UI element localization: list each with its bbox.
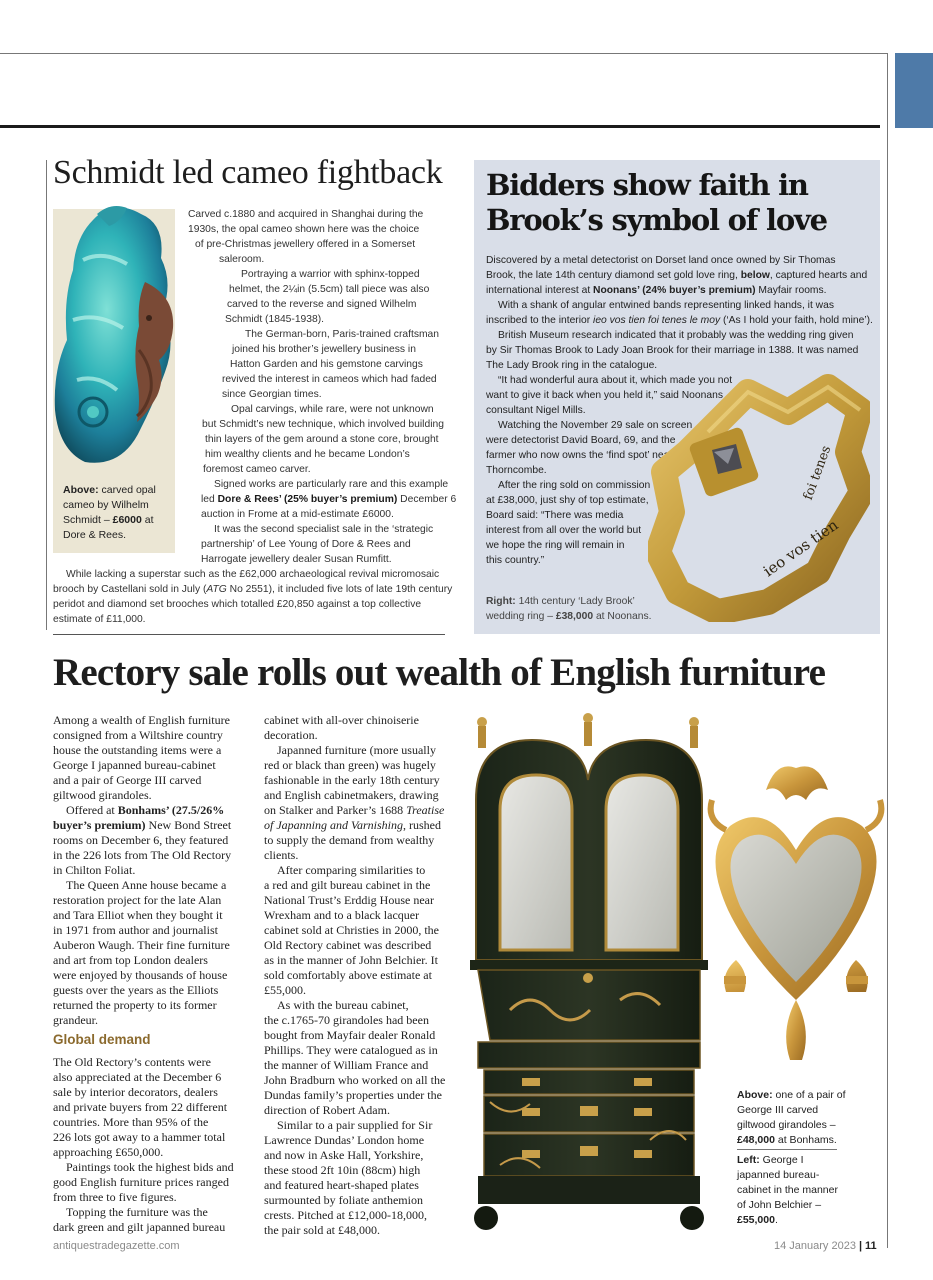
ring-caption-line: wedding ring – £38,000 at Noonans. (486, 611, 652, 622)
brook-text-line: After the ring sold on commission (498, 480, 651, 491)
cameo-text-line: Opal carvings, while rare, were not unknown (231, 404, 434, 415)
rectory-text-line: fashionable in the early 18th century (264, 773, 440, 787)
rectory-text-line: cabinet sold at Christies in 2000, the (264, 923, 439, 937)
brook-text-line: interest from all over the world but (486, 525, 642, 536)
rectory-headline: Rectory sale rolls out wealth of English furniture (53, 651, 826, 694)
gold-ring-image (648, 372, 870, 622)
rectory-text-line: as in the manner of John Belchier. It (264, 953, 438, 967)
bureau-cabinet-image (470, 710, 715, 1235)
rectory-text-line: George I japanned bureau-cabinet (53, 758, 216, 772)
cameo-text-line: While lacking a superstar such as the £62,000 archaeological revival micromosaic (66, 569, 440, 580)
rectory-text-line: The Old Rectory’s contents were (53, 1055, 211, 1069)
brook-text-line: inscribed to the interior ieo vos tien foi tenes le moy (‘As I hold your faith, hold mine’). (486, 315, 873, 326)
rectory-text-line: The Queen Anne house became a (66, 878, 227, 892)
brook-text-line: we hope the ring will remain in (486, 540, 625, 551)
rectory-text-line: the pair sold at £48,000. (264, 1223, 380, 1237)
header-rule (0, 125, 880, 128)
girandole-mirror-image (706, 760, 886, 1075)
brook-text-line: “It had wonderful aura about it, which made you not (498, 375, 733, 386)
rectory-text-line: a red and gilt bureau cabinet in the (264, 878, 431, 892)
brook-text-line: at £38,000, just shy of top estimate, (486, 495, 649, 506)
brook-headline: Bidders show faith in Brook’s symbol of love (486, 168, 827, 237)
cameo-text-line: partnership’ of Lee Young of Dore & Rees and (201, 539, 411, 550)
brook-text-line: Discovered by a metal detectorist on Dorset land once owned by Sir Thomas (486, 255, 836, 266)
rectory-text-line: sale by interior decorators, dealers (53, 1085, 218, 1099)
rectory-text-line: were enjoyed by thousands of house (53, 968, 228, 982)
cameo-text-line: 1930s, the opal cameo shown here was the choice (188, 224, 420, 235)
cameo-text-line: Portraying a warrior with sphinx-topped (241, 269, 420, 280)
cameo-text-line: revived the interest in cameos which had faded (222, 374, 437, 385)
brook-text-line: farmer who now owns the ‘find spot’ near (486, 450, 673, 461)
rectory-text-line: red or black than green) was hugely (264, 758, 436, 772)
right-column-rule (887, 53, 888, 1248)
rectory-text-line: in the 226 lots from The Old Rectory (53, 848, 232, 862)
cameo-text-line: Signed works are particularly rare and this example (214, 479, 449, 490)
rectory-text-line: £55,000. (264, 983, 306, 997)
cameo-text-line: him wealthy clients and he became London’s (205, 449, 410, 460)
brook-text-line: international interest at Noonans’ (24% buyer’s premium) Mayfair rooms. (486, 285, 827, 296)
rectory-text-line: clients. (264, 848, 299, 862)
brook-text-line: want to give it back when you held it,” said Noonans (486, 390, 723, 401)
brook-text-line: consultant Nigel Mills. (486, 405, 586, 416)
cameo-text-line: led Dore & Rees’ (25% buyer’s premium) December 6 (201, 494, 457, 505)
page-number: 11 (865, 1240, 877, 1252)
cameo-text-line: thin layers of the gem around a stone core, brought (205, 434, 439, 445)
rectory-text-line: sold comfortably above estimate at (264, 968, 432, 982)
rectory-text-line: rooms on December 6, they featured (53, 833, 229, 847)
rectory-text-line: approaching £650,000. (53, 1145, 164, 1159)
brook-text-line: Brook, the late 14th century diamond set gold love ring, below, captured hearts and (486, 270, 868, 281)
brook-text-line: Thorncombe. (486, 465, 547, 476)
cameo-text-line: peridot and diamond set brooches which totalled £20,850 against a top collective (53, 599, 422, 610)
cameo-text-line: Harrogate jewellery dealer Susan Rumfitt. (201, 554, 392, 565)
cameo-text-line: brooch by Castellani sold in July (ATG No 2551), it included five lots of late 19th century (53, 584, 453, 595)
brook-text-line: The Lady Brook ring in the catalogue. (486, 360, 658, 371)
brook-text-line: Board said: “There was media (486, 510, 624, 521)
svg-text:foi tenes: foi tenes (800, 443, 835, 503)
rectory-text-line: the c.1765-70 girandoles had been (264, 1013, 429, 1027)
brook-text-line: by Sir Thomas Brook to Lady Joan Brook for their marriage in 1388. It was named (486, 345, 859, 356)
rectory-text-line: and Tara Elliot when they bought it (53, 908, 223, 922)
rectory-text-line: National Trust’s Erddig House near (264, 893, 434, 907)
rectory-text-line: Japanned furniture (more usually (277, 743, 436, 757)
section-tab (895, 53, 933, 128)
rectory-text-line: crests. Pitched at £12,000-18,000, (264, 1208, 427, 1222)
brook-text-line: Watching the November 29 sale on screen (498, 420, 693, 431)
rectory-text-line: After comparing similarities to (277, 863, 426, 877)
rectory-text-line: Among a wealth of English furniture (53, 713, 230, 727)
cameo-end-rule (53, 634, 445, 635)
rectory-text-line: these stood 2ft 10in (88cm) high (264, 1163, 421, 1177)
rectory-text-line: Wrexham and to a black lacquer (264, 908, 420, 922)
rectory-text-line: Paintings took the highest bids and (66, 1160, 234, 1174)
rectory-text-line: countries. More than 95% of the (53, 1115, 209, 1129)
rectory-text-line: Similar to a pair supplied for Sir (277, 1118, 433, 1132)
rectory-text-line: the manner of William France and (264, 1058, 429, 1072)
cameo-text-line: but Schmidt’s new technique, which involved building (202, 419, 444, 430)
opal-cameo-image (53, 200, 185, 472)
rectory-text-line: Old Rectory cabinet was described (264, 938, 432, 952)
rectory-text-line: in Chilton Foliat. (53, 863, 136, 877)
rectory-text-line: to supply the demand from wealthy (264, 833, 435, 847)
cameo-headline: Schmidt led cameo fightback (53, 154, 443, 191)
rectory-text-line: and featured heart-shaped plates (264, 1178, 419, 1192)
girandole-caption: Above: one of a pair of George III carved giltwood girandoles – £48,000 at Bonhams. (737, 1089, 846, 1146)
cameo-caption: Above: carved opal cameo by Wilhelm Schmidt – £6000 at Dore & Rees. (63, 484, 156, 541)
footer-website: antiquestradegazette.com (53, 1240, 180, 1252)
rectory-text-line: and a pair of George III carved (53, 773, 202, 787)
rectory-text-line: and art from top London dealers (53, 953, 208, 967)
cameo-text-line: It was the second specialist sale in the ‘strategic (214, 524, 434, 535)
rectory-text-line: guests over the years as the Elliots (53, 983, 219, 997)
rectory-text-line: Topping the furniture was the (66, 1205, 208, 1219)
rectory-text-line: from three to five figures. (53, 1190, 177, 1204)
rectory-text-line: of Japanning and Varnishing, rushed (264, 818, 442, 832)
rectory-text-line: As with the bureau cabinet, (277, 998, 409, 1012)
cameo-text-line: estimate of £11,000. (53, 614, 146, 625)
rectory-text-line: house the outstanding items were a (53, 743, 222, 757)
cameo-text-line: foremost cameo carver. (203, 464, 311, 475)
brook-text-line: this country.” (486, 555, 545, 566)
cameo-text-line: since Georgian times. (222, 389, 322, 400)
rectory-text-line: returned the property to its former (53, 998, 217, 1012)
rectory-text-line: bought from Mayfair dealer Ronald (264, 1028, 436, 1042)
brook-text-line: British Museum research indicated that it probably was the wedding ring given (498, 330, 854, 341)
rectory-text-line: dark green and gilt japanned bureau (53, 1220, 226, 1234)
ring-caption-line: Right: 14th century ‘Lady Brook’ (486, 596, 635, 607)
cabinet-caption: Left: George I japanned bureau-cabinet in the manner of John Belchier – £55,000. (737, 1154, 838, 1226)
svg-text:ieo vos tien: ieo vos tien (759, 515, 842, 581)
cameo-text-line: saleroom. (219, 254, 265, 265)
rectory-text-line: giltwood girandoles. (53, 788, 152, 802)
rectory-text-line: Offered at Bonhams’ (27.5/26% (66, 803, 225, 817)
rectory-text-line: grandeur. (53, 1013, 98, 1027)
cameo-text-line: joined his brother’s jewellery business in (232, 344, 416, 355)
rectory-text-line: buyer’s premium) New Bond Street (53, 818, 232, 832)
footer-issue (774, 1240, 877, 1252)
rectory-text-line: good English furniture prices ranged (53, 1175, 229, 1189)
footer-date: 14 January 2023 (774, 1240, 856, 1252)
rectory-text-line: Phillips. They were catalogued as in (264, 1043, 438, 1057)
rectory-text-line: consigned from a Wiltshire country (53, 728, 223, 742)
rectory-text-line: also appreciated at the December 6 (53, 1070, 222, 1084)
brook-text-line: With a shank of angular entwined bands representing linked hands, it was (498, 300, 834, 311)
cameo-text-line: helmet, the 2¼in (5.5cm) tall piece was also (229, 284, 430, 295)
rectory-text-line: and now in Aske Hall, Yorkshire, (264, 1148, 424, 1162)
rectory-text-line: 226 lots got away to a hammer total (53, 1130, 226, 1144)
brook-text-line: were detectorist David Board, 69, and the (486, 435, 676, 446)
cameo-text-line: auction in Frome at a mid-estimate £6000. (201, 509, 394, 520)
left-column-rule (46, 160, 47, 630)
cameo-text-line: carved to the reverse and signed Wilhelm (227, 299, 417, 310)
caption-divider (737, 1149, 837, 1150)
rectory-text-line: surmounted by foliate anthemion (264, 1193, 423, 1207)
global-demand-subhead: Global demand (53, 1032, 151, 1047)
rectory-text-line: cabinet with all-over chinoiserie (264, 713, 419, 727)
rectory-text-line: Auberon Waugh. Their fine furniture (53, 938, 230, 952)
rectory-text-line: direction of Robert Adam. (264, 1103, 390, 1117)
cameo-text-line: Schmidt (1845-1938). (225, 314, 325, 325)
rectory-text-line: decoration. (264, 728, 318, 742)
rectory-text-line: and private buyers from 22 different (53, 1100, 228, 1114)
cameo-text-line: Hatton Garden and his gemstone carvings (230, 359, 423, 370)
cameo-text-line: Carved c.1880 and acquired in Shanghai during the (188, 209, 424, 220)
footer-separator: | (858, 1240, 863, 1252)
rectory-text-line: Dundas family’s properties under the (264, 1088, 442, 1102)
cameo-text-line: The German-born, Paris-trained craftsman (245, 329, 439, 340)
rectory-text-line: and English cabinetmakers, drawing (264, 788, 439, 802)
rectory-text-line: Lawrence Dundas’ London home (264, 1133, 425, 1147)
top-rule (0, 53, 888, 54)
rectory-text-line: in 1971 from author and journalist (53, 923, 218, 937)
rectory-text-line: John Bradburn who worked on all the (264, 1073, 446, 1087)
rectory-text-line: restoration project for the late Alan (53, 893, 222, 907)
rectory-text-line: on Stalker and Parker’s 1688 Treatise (264, 803, 445, 817)
cameo-text-line: of pre-Christmas jewellery offered in a Somerset (195, 239, 416, 250)
